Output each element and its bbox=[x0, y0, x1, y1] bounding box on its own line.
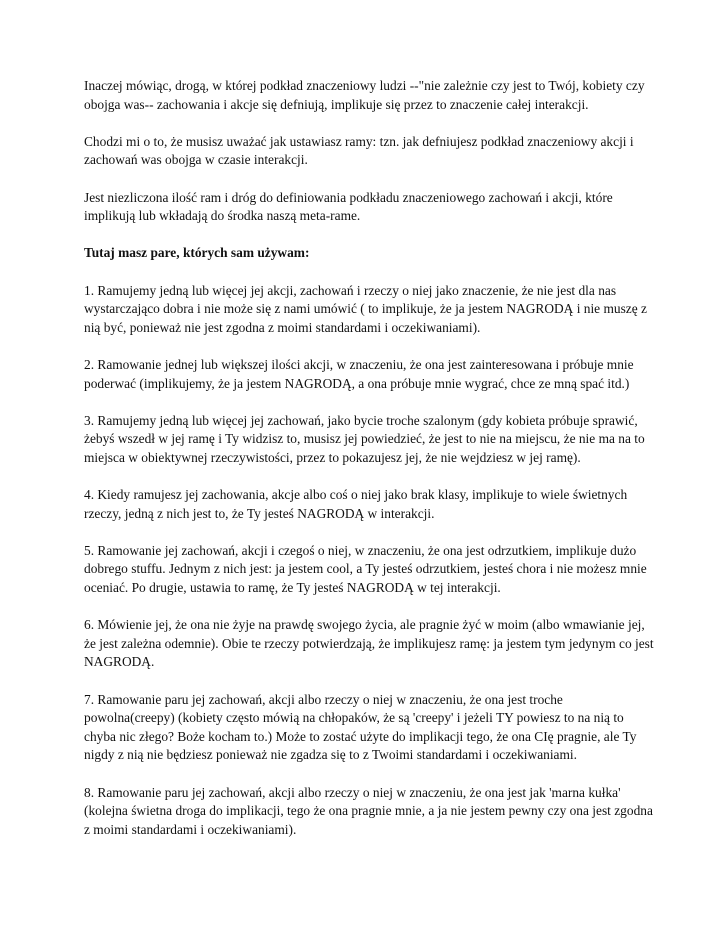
list-item-1: 1. Ramujemy jedną lub więcej jej akcji, zachowań i rzeczy o niej jako znaczenie, że nie jest dla nas wystarczająco dobra i nie może się z nami umówić ( to implikuje, że ja jestem NAGRODĄ i nie muszę z nią być, ponieważ nie jest zgodna z moimi standardami i oczekiwaniami). bbox=[84, 282, 647, 335]
list-item-3: 3. Ramujemy jedną lub więcej jej zachowań, jako bycie troche szalonym (gdy kobieta próbuje sprawić, żebyś wszedł w jej ramę i Ty widzisz to, musisz jej powiedzieć, że jest to nie na miejscu, że nie ma na to miejsca w obiektywnej rzeczywistości, przez to pokazujesz jej, że nie wejdziesz w jej ramę). bbox=[84, 412, 645, 465]
paragraph-intro: Inaczej mówiąc, drogą, w której podkład znaczeniowy ludzi --"nie zależnie czy jest to Twój, kobiety czy obojga was-- zachowania i akcje się defniują, implikuje się przez to znaczenie całej interakcji. bbox=[84, 78, 645, 112]
list-item-8: 8. Ramowanie paru jej zachowań, akcji albo rzeczy o niej w znaczeniu, że ona jest jak 'marna kułka' (kolejna świetna droga do implikacji, tego że ona pragnie mnie, a ja nie jestem pewny czy ona jest zgodna z moimi standardami i oczekiwaniami). bbox=[84, 784, 653, 837]
list-item-4: 4. Kiedy ramujesz jej zachowania, akcje albo coś o niej jako brak klasy, implikuje to wiele świetnych rzeczy, jedną z nich jest to, że Ty jesteś NAGRODĄ w interakcji. bbox=[84, 487, 628, 521]
paragraph-frames: Chodzi mi o to, że musisz uważać jak ustawiasz ramy: tzn. jak defniujesz podkład znaczeniowy akcji i zachowań was obojga w czasie interakcji. bbox=[84, 133, 634, 168]
document-body bbox=[84, 77, 654, 858]
section-heading: Tutaj masz pare, których sam używam: bbox=[84, 245, 310, 261]
paragraph-countless: Jest niezliczona ilość ram i dróg do definiowania podkładu znaczeniowego zachowań i akcji, które implikują lub wkładają do środka naszą meta-rame. bbox=[84, 189, 613, 224]
list-item-5: 5. Ramowanie jej zachowań, akcji i czegoś o niej, w znaczeniu, że ona jest odrzutkiem, implikuje dużo dobrego stuffu. Jednym z nich jest: ja jestem cool, a Ty jesteś odrzutkiem, jesteś chora i nie możesz mnie oceniać. Po drugie, ustawia to ramę, że Ty jesteś NAGRODĄ w tej interakcji. bbox=[84, 542, 647, 596]
list-item-6: 6. Mówienie jej, że ona nie żyje na prawdę swojego życia, ale pragnie żyć w moim (albo wmawianie jej, że jest zależna odemnie). Obie te rzeczy potwierdzają, że implikujesz ramę: ja jestem tym jedynym co jest NAGRODĄ. bbox=[84, 617, 654, 670]
list-item-7: 7. Ramowanie paru jej zachowań, akcji albo rzeczy o niej w znaczeniu, że ona jest troche powolna(creepy) (kobiety często mówią na chłopaków, że są 'creepy' i jeżeli TY powiesz to na nią to chyba nic złego? Boże kocham to.) Może to zostać użyte do implikacji tego, że ona CIę pragnie, ale Ty nigdy z nią nie będziesz ponieważ nie zgadza się to z Twoimi standardami i oczekiwaniami. bbox=[84, 691, 637, 763]
list-item-2: 2. Ramowanie jednej lub większej ilości akcji, w znaczeniu, że ona jest zainteresowana i próbuje mnie poderwać (implikujemy, że ja jestem NAGRODĄ, a ona próbuje mnie wygrać, chce ze mną spać itd.) bbox=[84, 356, 634, 391]
